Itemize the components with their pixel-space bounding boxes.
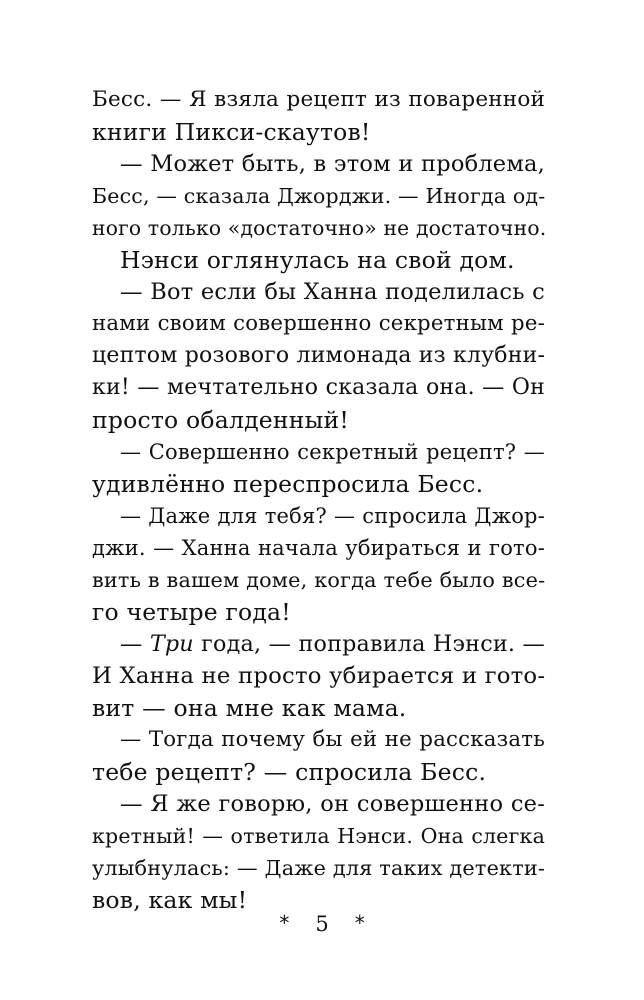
text-line: вить в вашем доме, когда тебе было все-	[92, 568, 546, 592]
page-number: 5	[315, 912, 329, 936]
text-line: вит — она мне как мама.	[92, 694, 407, 722]
text-line: — Тогда почему бы ей не рассказать	[120, 727, 545, 752]
text-line: цептом розового лимонада из клубни-	[92, 343, 546, 368]
text-line: удивлённо переспросила Бесс.	[92, 470, 484, 498]
italic-word: Три	[149, 631, 194, 657]
text-line: улыбнулась: — Даже для таких детекти-	[92, 856, 546, 880]
text-line: И Ханна не просто убирается и гото-	[92, 663, 546, 689]
text-line: Нэнси оглянулась на свой дом.	[120, 246, 515, 274]
text-line	[92, 628, 545, 660]
text-line: вов, как мы!	[92, 886, 248, 914]
text-line: книги Пикси-скаутов!	[92, 118, 371, 146]
footer-star-left: *	[279, 911, 290, 935]
footer-star-right: *	[354, 911, 365, 935]
text-line: — Совершенно секретный рецепт? —	[120, 440, 545, 464]
text-line: ки! — мечтательно сказала она. — Он	[92, 375, 545, 400]
text-line: ного только «достаточно» не достаточно.	[92, 216, 547, 240]
text-line: — Может быть, в этом и проблема,	[120, 151, 545, 177]
text-line: просто обалденный!	[92, 406, 349, 434]
text-line: кретный! — ответила Нэнси. Она слегка	[92, 824, 545, 848]
text-segment: года, — поправила Нэнси. —	[193, 631, 545, 657]
text-line: тебе рецепт? — спросила Бесс.	[92, 758, 487, 786]
text-line: нами своим совершенно секретным ре-	[92, 311, 545, 336]
text-line: Бесс, — сказала Джорджи. — Иногда од-	[92, 184, 546, 208]
text-line: — Даже для тебя? — спросила Джор-	[120, 504, 545, 528]
text-line: — Вот если бы Ханна поделилась с	[120, 279, 545, 305]
page-footer	[0, 911, 644, 936]
text-line: го четыре года!	[92, 598, 291, 626]
text-line: Бесс. — Я взяла рецепт из поваренной	[92, 87, 545, 112]
text-segment: —	[120, 631, 150, 657]
text-line: — Я же говорю, он совершенно се-	[120, 791, 545, 817]
page-body-text	[92, 84, 545, 916]
text-line: джи. — Ханна начала убираться и гото-	[92, 536, 545, 560]
